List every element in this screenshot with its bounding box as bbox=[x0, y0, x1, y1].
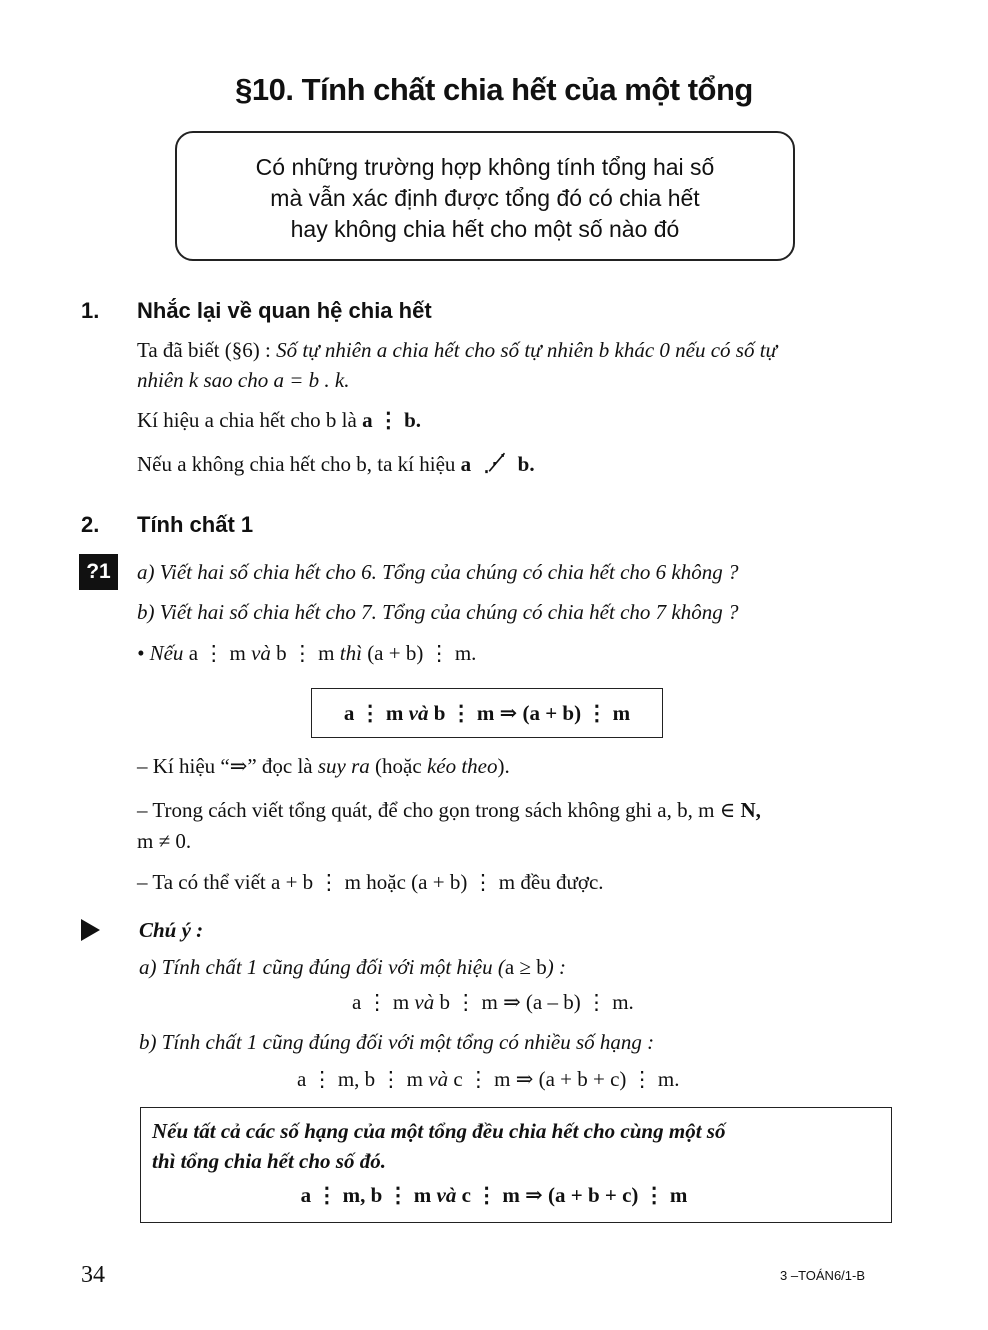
note-a-end: ) : bbox=[546, 955, 566, 979]
non-divisibility-notation bbox=[137, 449, 535, 479]
notation-text: Kí hiệu a chia hết cho b là bbox=[137, 408, 363, 432]
formula-and: và bbox=[408, 701, 429, 725]
section-1-definition bbox=[137, 335, 897, 365]
implies-term: suy ra bbox=[317, 754, 370, 778]
definition-continued: nhiên k sao cho a = b . k. bbox=[137, 368, 350, 392]
section-2-title: Tính chất 1 bbox=[137, 512, 254, 537]
question-b: b) Viết hai số chia hết cho 7. Tổng của chúng có chia hết cho 7 không ? bbox=[137, 600, 739, 624]
note-alternate-writing: – Ta có thể viết a + b ⋮ m hoặc (a + b) ⋮ m đều được. bbox=[137, 870, 604, 894]
section-2-number: 2. bbox=[81, 512, 100, 537]
note-b: b) Tính chất 1 cũng đúng đối với một tổng có nhiều số hạng : bbox=[139, 1030, 655, 1054]
page-number: 34 bbox=[81, 1262, 105, 1288]
note-b-formula bbox=[297, 1064, 679, 1094]
section-1-title: Nhắc lại về quan hệ chia hết bbox=[137, 298, 432, 323]
definition-intro: Ta đã biết (§6) : bbox=[137, 338, 277, 362]
implies-or: (hoặc bbox=[369, 754, 427, 778]
note-b-f3: c ⋮ m ⇒ (a + b + c) ⋮ m. bbox=[448, 1067, 680, 1091]
non-notation-text: Nếu a không chia hết cho b, ta kí hiệu bbox=[137, 452, 461, 476]
note-general-form bbox=[137, 795, 897, 825]
formula-part-1: a ⋮ m bbox=[343, 701, 409, 725]
stmt-b: b ⋮ m bbox=[270, 641, 340, 665]
rule-and: và bbox=[436, 1183, 457, 1207]
rule-formula bbox=[0, 1180, 988, 1210]
note-m-nonzero: m ≠ 0. bbox=[137, 829, 192, 853]
property-statement bbox=[137, 638, 476, 668]
implies-text: – Kí hiệu “⇒” đọc là bbox=[137, 754, 318, 778]
implies-end: ). bbox=[497, 754, 510, 778]
intro-line: Có những trường hợp không tính tổng hai số bbox=[255, 154, 715, 180]
question-a: a) Viết hai số chia hết cho 6. Tổng của chúng có chia hết cho 6 không ? bbox=[137, 560, 739, 584]
book-code: 3 –TOÁN6/1-B bbox=[780, 1268, 866, 1283]
rule-f1: a ⋮ m, b ⋮ m bbox=[300, 1183, 437, 1207]
note-a-f3: b ⋮ m ⇒ (a – b) ⋮ m. bbox=[434, 990, 634, 1014]
intro-text bbox=[175, 152, 795, 245]
formula-text bbox=[311, 700, 663, 726]
note-arrow-icon bbox=[81, 919, 100, 941]
stmt-then: thì bbox=[339, 641, 362, 665]
definition-text: Số tự nhiên a chia hết cho số tự nhiên b khác 0 nếu có số tự bbox=[276, 338, 778, 362]
question-badge: ?1 bbox=[79, 554, 118, 590]
note-a-text: a) Tính chất 1 cũng đúng đối với một hiệu ( bbox=[139, 955, 505, 979]
stmt-result: (a + b) ⋮ m. bbox=[361, 641, 477, 665]
non-notation-a: a bbox=[460, 452, 472, 476]
natural-numbers-symbol: N, bbox=[740, 798, 761, 822]
notation-symbol: a ⋮ b. bbox=[362, 408, 422, 432]
rule-line-1: Nếu tất cả các số hạng của một tổng đều chia hết cho cùng một số bbox=[152, 1119, 726, 1143]
note-a-and: và bbox=[414, 990, 435, 1014]
rule-f3: c ⋮ m ⇒ (a + b + c) ⋮ m bbox=[456, 1183, 688, 1207]
note-a bbox=[139, 952, 566, 982]
note-a-f1: a ⋮ m bbox=[352, 990, 415, 1014]
note-a-condition: a ≥ b bbox=[504, 955, 547, 979]
not-divisible-icon: ⋰̸ bbox=[482, 450, 507, 477]
stmt-a: a ⋮ m bbox=[183, 641, 252, 665]
formula-part-2: b ⋮ m ⇒ (a + b) ⋮ m bbox=[428, 701, 631, 725]
non-notation-b: b. bbox=[517, 452, 535, 476]
note-a-formula bbox=[352, 987, 634, 1017]
divisibility-notation bbox=[137, 405, 421, 435]
stmt-if: • Nếu bbox=[137, 641, 184, 665]
page-title: §10. Tính chất chia hết của một tổng bbox=[235, 72, 753, 107]
note-b-f1: a ⋮ m, b ⋮ m bbox=[297, 1067, 429, 1091]
intro-line: mà vẫn xác định được tổng đó có chia hết bbox=[270, 185, 700, 211]
stmt-and: và bbox=[251, 641, 271, 665]
general-form-text: – Trong cách viết tổng quát, để cho gọn trong sách không ghi a, b, m ∈ bbox=[137, 798, 741, 822]
implies-alt-term: kéo theo bbox=[426, 754, 498, 778]
section-1-number: 1. bbox=[81, 298, 100, 323]
note-b-and: và bbox=[428, 1067, 449, 1091]
intro-line: hay không chia hết cho một số nào đó bbox=[290, 216, 680, 242]
note-implies bbox=[137, 751, 510, 781]
rule-line-2: thì tổng chia hết cho số đó. bbox=[152, 1149, 386, 1173]
note-title: Chú ý : bbox=[139, 918, 204, 942]
